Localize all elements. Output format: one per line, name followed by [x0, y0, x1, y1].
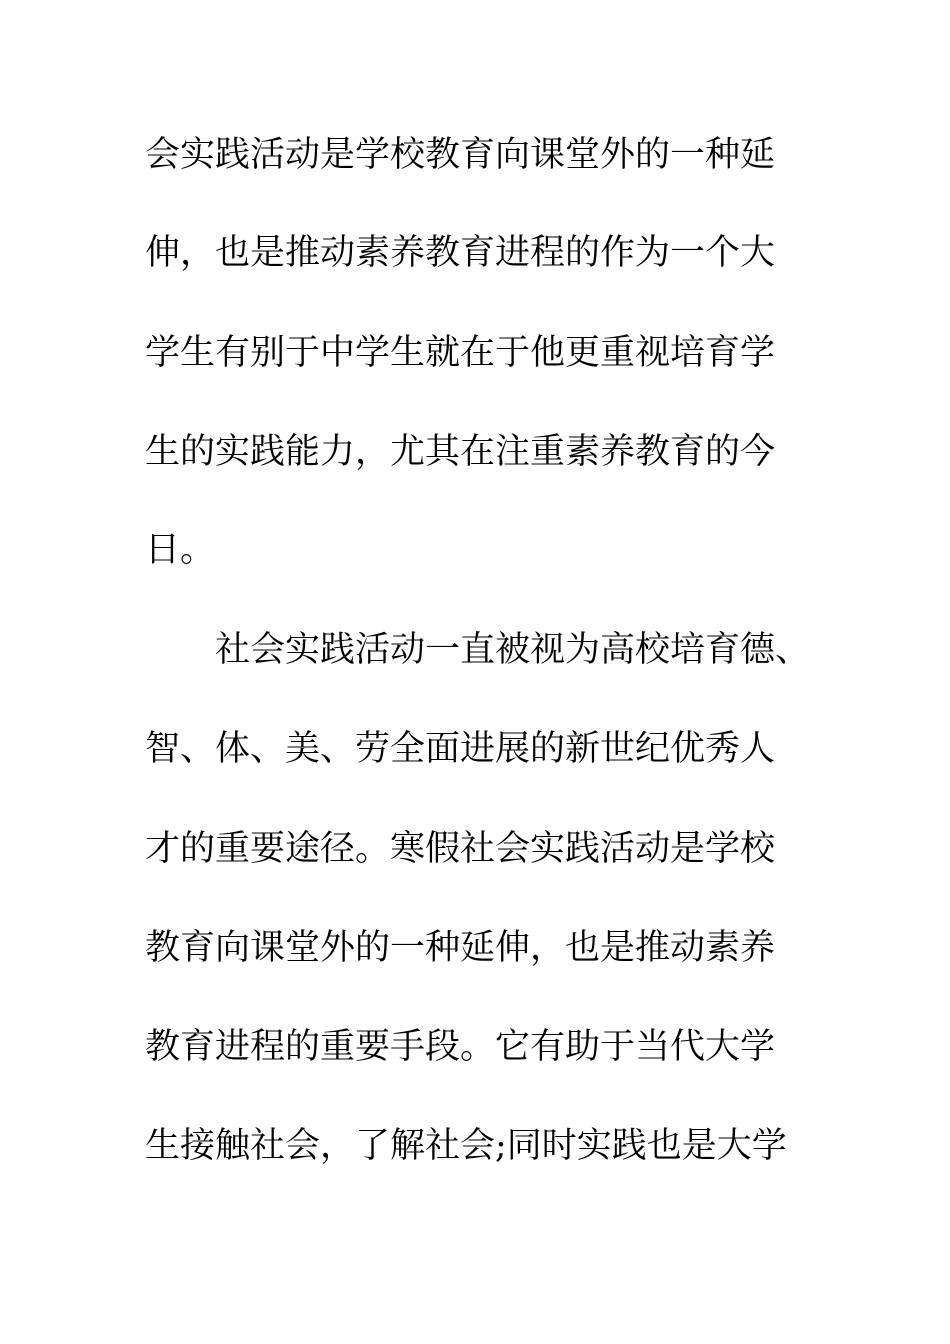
text-line: 智、体、美、劳全面进展的新世纪优秀人	[145, 729, 776, 769]
text-line: 生接触社会，了解社会;同时实践也是大学	[145, 1126, 787, 1166]
text-line: 社会实践活动一直被视为高校培育德、	[215, 630, 811, 670]
text-line: 日。	[145, 530, 216, 570]
text-line: 教育进程的重要手段。它有助于当代大学	[145, 1027, 776, 1067]
text-line: 会实践活动是学校教育向课堂外的一种延	[145, 135, 776, 175]
text-line: 学生有别于中学生就在于他更重视培育学	[145, 333, 776, 373]
text-line: 才的重要途径。寒假社会实践活动是学校	[145, 829, 776, 869]
text-line: 教育向课堂外的一种延伸，也是推动素养	[145, 928, 776, 968]
text-line: 伸，也是推动素养教育进程的作为一个大	[145, 233, 776, 273]
text-line: 生的实践能力，尤其在注重素养教育的今	[145, 432, 776, 472]
